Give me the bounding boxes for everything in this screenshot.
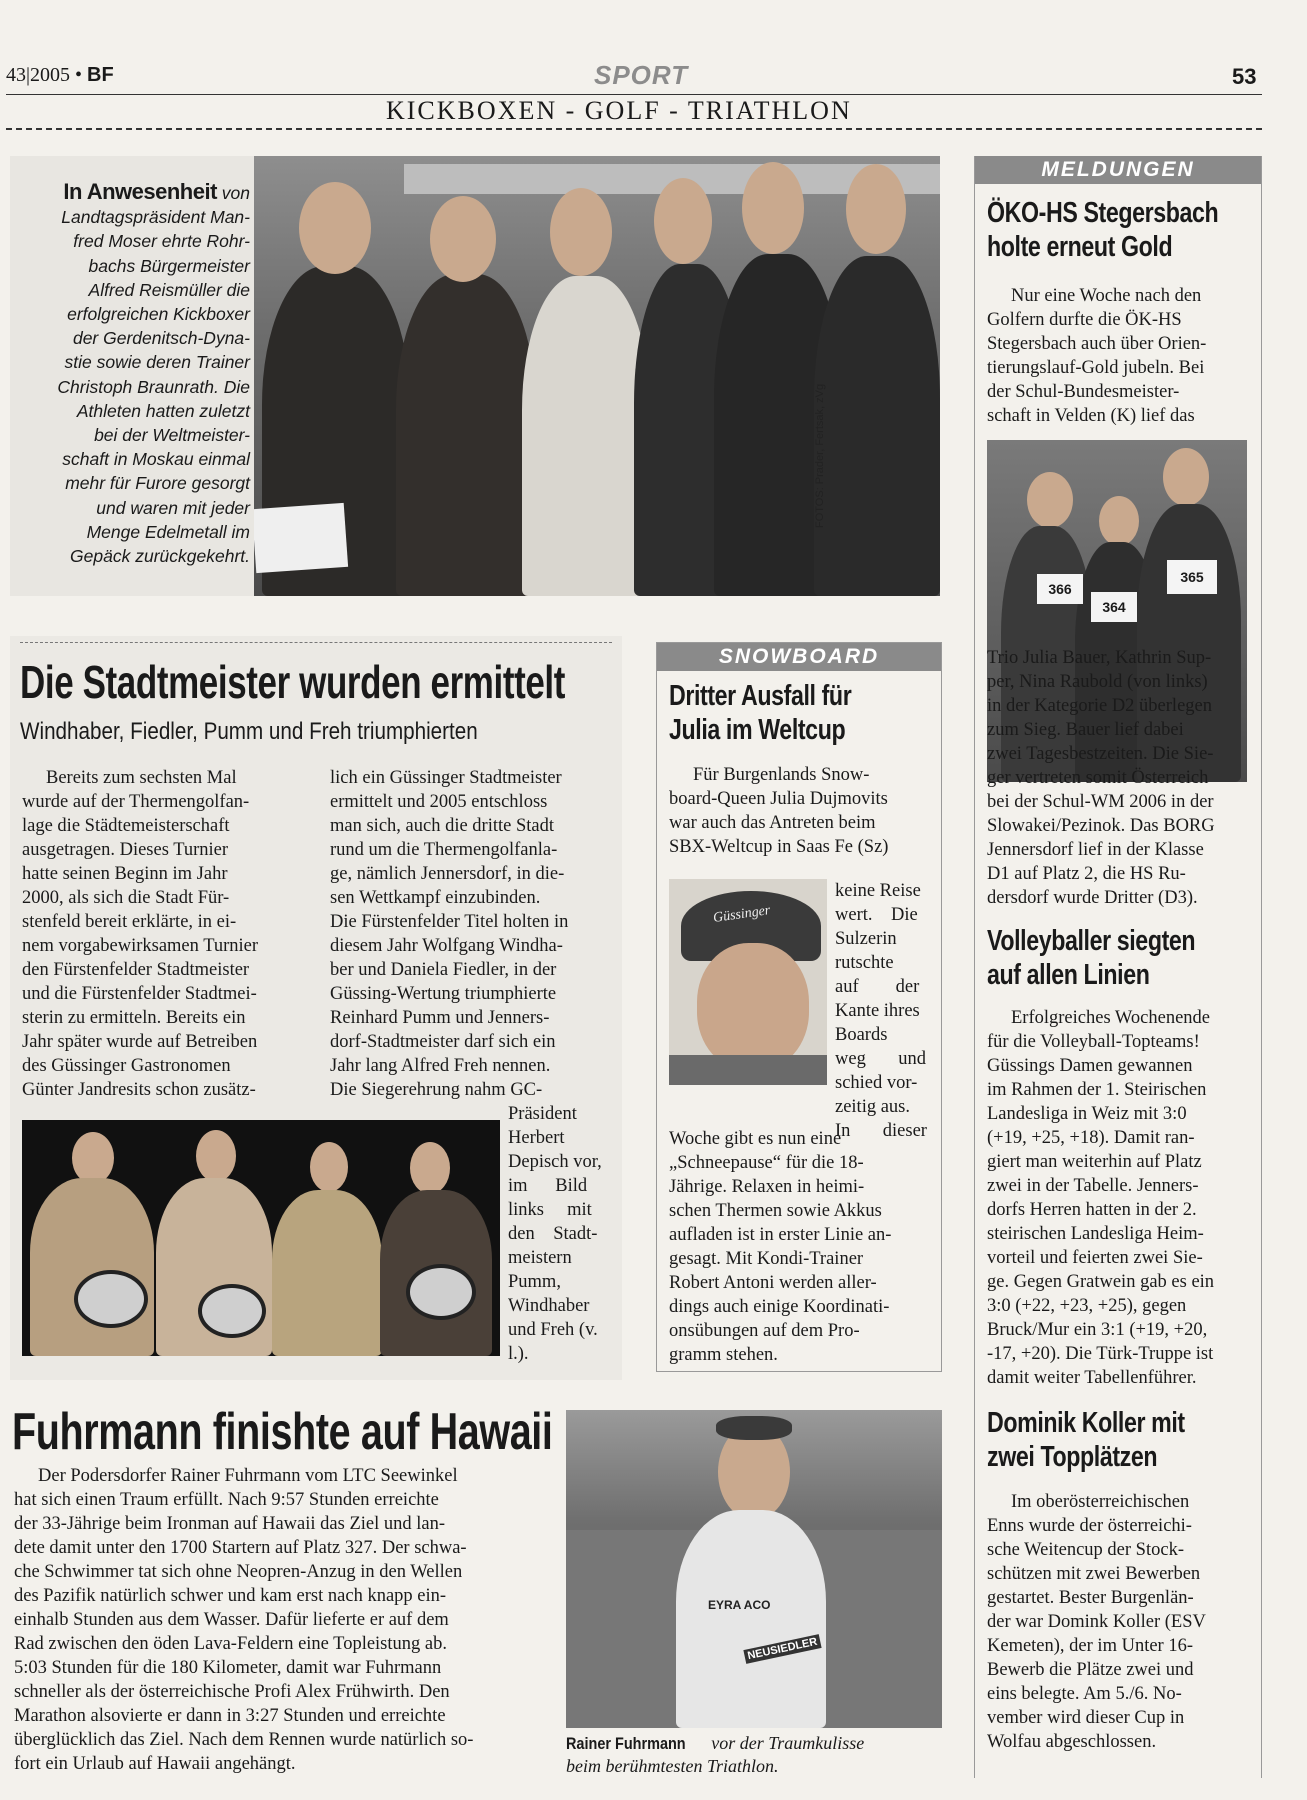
fuhrmann-caption: Rainer Fuhrmann vor der Traumkulisse beim berühmtesten Triathlon. [566, 1733, 865, 1776]
snowboard-article [656, 642, 942, 1372]
header-rule [6, 94, 1262, 95]
meldungen-text-bottom: Trio Julia Bauer, Kathrin Sup- per, Nina Raubold (von links) in der Kategorie D2 überlegen zum Sieg. Bauer lief dabei zwei Tagesbestzeiten. Die Sie- ger vertreten somit Österreich bei der Schul-WM 2006 in der Slowakei/Pezinok. Das BORG Jennersdorf lief in der Klasse D1 auf Platz 2, die HS Ru- dersdorf wurde Dritter (D3). [987, 648, 1215, 908]
golf-col2-wrap: Präsident Herbert Depisch vor, im Bild links mit den Stadt- meistern Pumm, Windhaber und Freh (v. l.). [508, 1104, 602, 1364]
snowboard-kicker: SNOWBOARD [657, 643, 941, 671]
topics-title: KICKBOXEN - GOLF - TRIATHLON [386, 96, 852, 125]
golf-article [10, 636, 622, 1380]
hawaii-text: Der Podersdorfer Rainer Fuhrmann vom LTC Seewinkel hat sich einen Traum erfüllt. Nach 9:57 Stunden erreichte der 33-Jährige beim Ironman auf Hawaii das Ziel und lan- dete damit unter den 1700 Startern auf Platz 327. Der schwa- che Schwimmer tat sich ohne Neopren-Anzug in den Wellen des Pazifik natürlich schwer und kam erst nach knapp ein- einhalb Stunden aus dem Wasser. Dafür lieferte er auf dem Rad zwischen den öden Lava-Feldern eine Topleistung ab. 5:03 Stunden für die 180 Kilometer, damit war Fuhrmann schneller als der österreichische Profi Alex Frühwirth. Den Marathon alsovierte er dann in 3:27 Stunden und erreichte überglücklich das Ziel. Nach dem Rennen wurde natürlich so- fort ein Urlaub auf Hawaii angehängt. [14, 1466, 474, 1774]
fuhrmann-photo [566, 1410, 942, 1728]
meldungen-kicker: MELDUNGEN [975, 156, 1261, 184]
meldungen-text-top: Nur eine Woche nach den Golfern durfte die ÖK-HS Stegersbach auch über Orien- tierungslauf-Gold jubeln. Bei der Schul-Bundesmeister- schaft in Velden (K) lief das [987, 286, 1207, 426]
golf-col2: lich ein Güssinger Stadtmeister ermittelt und 2005 entschloss man sich, auch die dritte Stadt rund um die Thermengolfanla- ge, nämlich Jennersdorf, in die- sen Wettkampf einzubinden. Die Fürstenfelder Titel holten in diesem Jahr Wolfgang Windha- ber und Daniela Fiedler, in der Güssing-Wertung triumphierte Reinhard Pumm und Jenners- dorf-Stadtmeister darf sich ein Jahr lang Alfred Freh nennen. Die Siegerehrung nahm GC- [330, 768, 569, 1100]
issue-number: 43|2005 • BF [6, 64, 114, 86]
volley-text: Erfolgreiches Wochenende für die Volleyball-Topteams! Güssings Damen gewannen im Rahmen der 1. Steirischen Landesliga in Weiz mit 3:0 (+19, +25, +18). Damit ran- giert man weiterhin auf Platz zwei in der Tabelle. Jenners- dorfs Herren hatten in der 2. steirischen Landesliga Heim- vorteil und feierten zwei Sie- ge. Gegen Gratwein gab es ein 3:0 (+22, +23, +25), gegen Bruck/Mur ein 3:1 (+19, +20, -17, +20). Die Türk-Truppe ist damit weiter Tabellenführer. [987, 1008, 1215, 1388]
page-number: 53 [1232, 64, 1257, 89]
bib-365: 365 [1167, 560, 1217, 594]
koller-headline: Dominik Koller mit zwei Topplätzen [987, 1407, 1185, 1473]
kickbox-photo [254, 156, 940, 596]
hawaii-headline: Fuhrmann finishte auf Hawaii [12, 1403, 553, 1461]
bib-364: 364 [1091, 592, 1137, 622]
snowboard-text-wrap: keine Reise wert. Die Sulzerin rutschte auf der Kante ihres Boards weg und schied vor- zeitig aus. In dieser [835, 881, 927, 1141]
julia-photo [669, 879, 827, 1085]
section-title: SPORT [594, 60, 689, 90]
koller-text: Im oberösterreichischen Enns wurde der österreichi- sche Weitencup der Stock- schützen mit zwei Bewerben gestartet. Bester Burgenlän- der war Domink Koller (ESV Kemeten), der im Unter 16- Bewerb die Plätze zwei und eins belegte. Am 5./6. No- vember wird dieser Cup in Wolfau abgeschlossen. [987, 1492, 1206, 1752]
bib-366: 366 [1037, 574, 1083, 604]
volley-headline: Volleyballer siegten auf allen Linien [987, 925, 1196, 991]
kickbox-block [10, 156, 940, 596]
golf-subhead: Windhaber, Fiedler, Pumm und Freh triumphierten [20, 718, 478, 745]
shirt-text-2: NEUSIEDLER [743, 1634, 821, 1664]
photo-credit: FOTOS: Prader, Fertsak, zVg [814, 383, 826, 528]
header-dashed-rule [6, 128, 1262, 130]
golf-col1: Bereits zum sechsten Mal wurde auf der Thermengolfan- lage die Städtemeisterschaft ausgetragen. Dieses Turnier hatte seinen Beginn im Jahr 2000, als sich die Stadt Für- stenfeld bereit erklärte, in ei- nem vorgabewirksamen Turnier den Fürstenfelder Stadtmeister und die Fürstenfelder Stadtmei- sterin zu ermitteln. Bereits ein Jahr später wurde auf Betreiben des Güssinger Gastronomen Günter Jandresits schon zusätz- [22, 768, 259, 1100]
shirt-text-1: EYRA ACO [708, 1598, 771, 1612]
meldungen-headline: ÖKO-HS Stegersbach holte erneut Gold [987, 197, 1219, 263]
snowboard-headline: Dritter Ausfall für Julia im Weltcup [669, 680, 852, 746]
snowboard-text-bottom: Woche gibt es nun eine „Schneepause“ für die 18- Jährige. Relaxen in heimi- schen Thermen sowie Akkus aufladen ist in erster Linie an- gesagt. Mit Kondi-Trainer Robert Antoni werden aller- dings auch einige Koordinati- onsübungen auf dem Pro- gramm stehen. [669, 1129, 892, 1365]
golf-photo [22, 1120, 500, 1356]
golf-headline: Die Stadtmeister wurden ermittelt [20, 656, 566, 708]
meldungen-column [974, 156, 1262, 1778]
snowboard-text-top: Für Burgenlands Snow- board-Queen Julia Dujmovits war auch das Antreten beim SBX-Weltcup in Saas Fe (Sz) [669, 765, 889, 857]
cap-brand: Güssinger [712, 903, 772, 926]
golf-dashed-rule [20, 642, 612, 643]
kickbox-caption: In Anwesenheit von Landtagspräsident Man- fred Moser ehrte Rohr- bachs Bürgermeister Alfred Reismüller die erfolgreichen Kickboxer der Gerdenitsch-Dyna- stie sowie deren Trainer Christoph Braunrath. Die Athleten hatten zuletzt bei der Weltmeister- schaft in Moskau einmal mehr für Furore gesorgt und waren mit jeder Menge Edelmetall im Gepäck zurückgekehrt. [57, 179, 250, 567]
